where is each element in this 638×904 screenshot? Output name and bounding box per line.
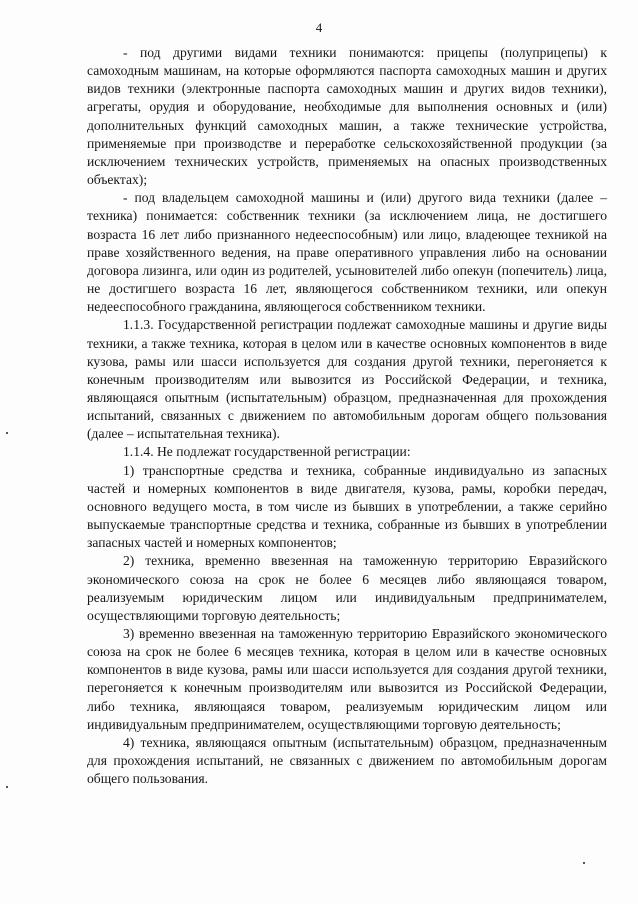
paragraph-1-1-4-heading: 1.1.4. Не подлежат государственной регистрации: (123, 444, 411, 460)
page-number: 4 (315, 20, 323, 35)
scan-dot (6, 786, 8, 788)
paragraph-owner-definition: - под владельцем самоходной машины и (или) другого вида техники (далее – техника) понимается: собственник техники (за исключением лица, не достигшего возраста 16 лет либо признанного недееспособным) или лицо, владеющее техникой на праве хозяйственного ведения, на праве оперативного управления либо на основании договора лизинга, или один из родителей, усыновителей либо опекун (попечитель) лица, не достигшего возраста 16 лет, являющегося собственником техники, или опекун недееспособного гражданина, являющегося собственником техники. (87, 190, 607, 315)
scan-dot (6, 432, 8, 434)
document-body (87, 44, 607, 788)
paragraph-1-1-3: 1.1.3. Государственной регистрации подлежат самоходные машины и другие виды техники, а также техника, которая в целом или в качестве основных компонентов в виде кузова, рамы или шасси используется для создания другой техники, перегоняется к конечным производителям или вывозится из Российской Федерации, и техника, являющаяся опытным (испытательным) образцом, предназначенная для прохождения испытаний, связанных с движением по автомобильным дорогам общего пользования (далее – испытательная техника). (87, 317, 607, 442)
scan-dot (583, 862, 585, 864)
list-item-4: 4) техника, являющаяся опытным (испытательным) образцом, предназначенным для прохождения испытаний, не связанных с движением по автомобильным дорогам общего пользования. (87, 734, 607, 787)
list-item-2: 2) техника, временно ввезенная на таможенную территорию Евразийского экономического союза на срок не более 6 месяцев либо являющаяся товаром, реализуемым юридическим лицом или индивидуальным предпринимателем, осуществляющими торговую деятельность; (87, 553, 607, 623)
list-item-1: 1) транспортные средства и техника, собранные индивидуально из запасных частей и номерных компонентов в виде двигателя, кузова, рамы, коробки передач, основного ведущего моста, в том числе из бывших в употреблении, а также серийно выпускаемые транспортные средства и техника, собранные из бывших в употреблении запасных частей и номерных компонентов; (87, 462, 607, 551)
list-item-3: 3) временно ввезенная на таможенную территорию Евразийского экономического союза на срок не более 6 месяцев техника, которая в целом или в качестве основных компонентов в виде кузова, рамы или шасси используется для создания другой техники, перегоняется к конечным производителям или вывозится из Российской Федерации, либо техника, являющаяся товаром, реализуемым юридическим лицом или индивидуальным предпринимателем, осуществляющими торговую деятельность; (87, 626, 607, 732)
paragraph-other-types-definition: - под другими видами техники понимаются: прицепы (полуприцепы) к самоходным машинам, на которые оформляются паспорта самоходных машин и других видов техники (электронные паспорта самоходных машин и других видов техники), агрегаты, орудия и оборудование, необходимые для выполнения основных и (или) дополнительных функций самоходных машин, а также технические устройства, применяемые при производстве и переработке сельскохозяйственной продукции (за исключением технических устройств, применяемых на опасных производственных объектах); (87, 45, 607, 188)
